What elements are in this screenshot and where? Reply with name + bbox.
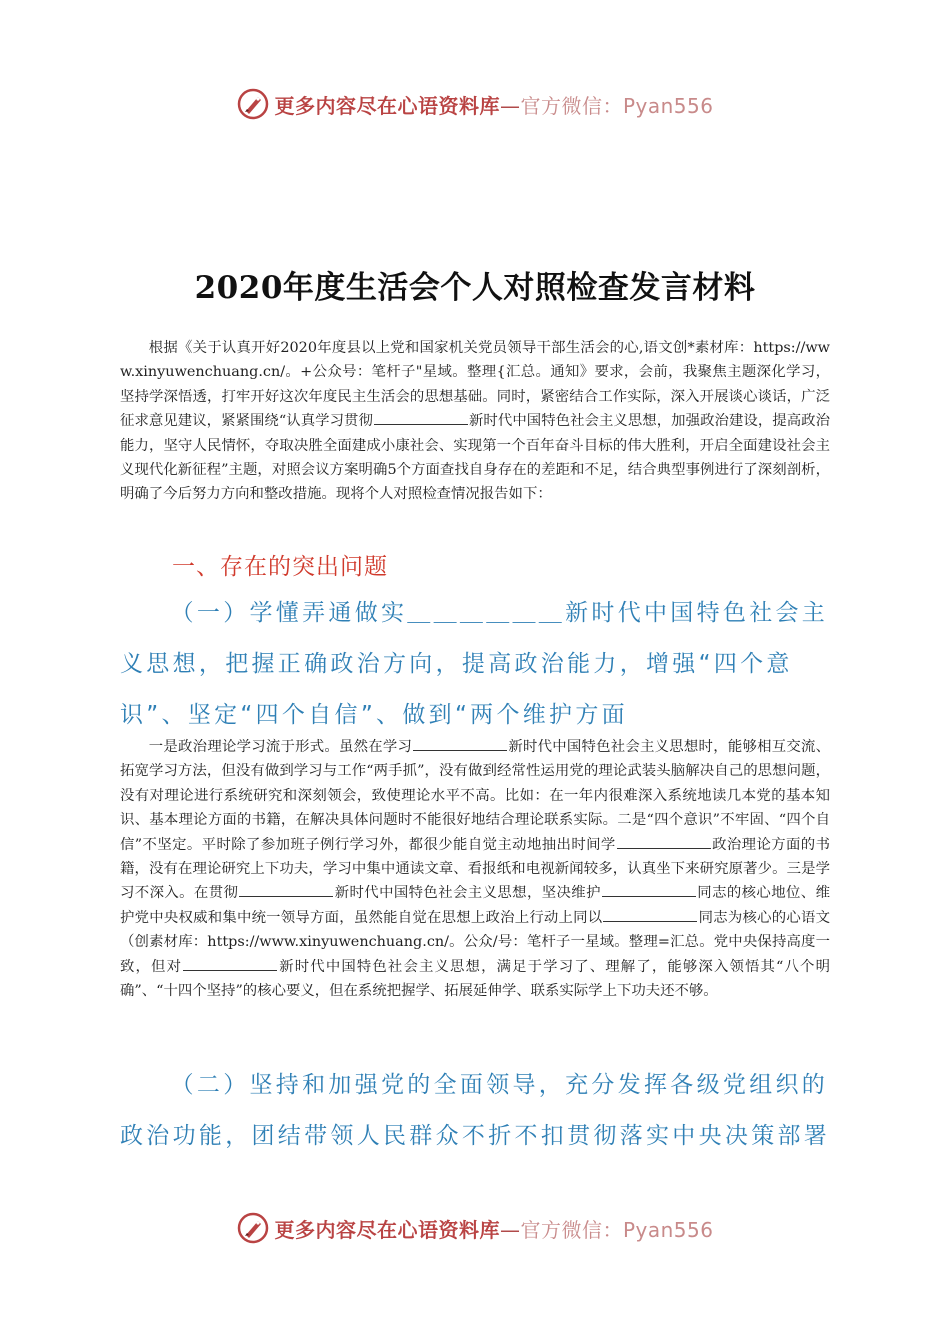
body-text-e: 同志的核心地位、维护党中央权威和集中统一领导方面，虽然能自觉在思想上政治上行动上同以: [120, 885, 830, 926]
subheading-1-text-a: （一）学懂弄通做实: [170, 600, 408, 626]
body-text-a: 一是政治理论学习流于形式。虽然在学习: [148, 739, 413, 755]
intro-text-a: 根据《关于认真开好2020年度县以上党和国家机关党员领导干部生活会的心,语文创*素材库：https://www.xinyuwenchuang.cn/。+公众号：笔杆子"星域。整理{汇总。通知》要求，会前，我聚焦主题深化学习，坚持学深悟透，打牢开好这次年度民主生活会的思想基础。同时，紧密结合工作实际，深入开展谈心谈话，广泛征求意见建议，紧紧围绕“认真学习贯彻: [120, 340, 830, 430]
fill-blank: [183, 956, 277, 971]
body-text-c: 政治理论方面的书籍，没有在理论研究上下功夫，学习中集中通读文章、看报纸和电视新闻较多，认真坐下来研究原著少。三是学习不深入。在贯彻: [120, 836, 830, 902]
subheading-1: [120, 588, 832, 741]
fill-blank: [617, 834, 711, 849]
body-text-d: 新时代中国特色社会主义思想，坚决维护: [334, 885, 601, 902]
body-text-f: 同志为核心的心语文（创素材库：https://www.xinyuwenchuang.cn/。公众/号：笔杆子一星域。整理=汇总。党中央保持高度一致，但对: [120, 909, 830, 975]
pen-nib-logo-icon: [236, 1211, 270, 1245]
section-heading: 一、存在的突出问题: [172, 554, 388, 580]
banner-contact: 官方微信：Pyan556: [520, 1217, 714, 1242]
banner-brand: 更多内容尽在心语资料库: [274, 1217, 500, 1242]
fill-blank: [239, 882, 333, 897]
banner-text: [274, 1214, 713, 1243]
banner-text: [274, 90, 713, 119]
banner-brand: 更多内容尽在心语资料库: [274, 93, 500, 118]
document-title: 2020年度生活会个人对照检查发言材料: [194, 270, 756, 306]
fill-blank: [374, 410, 468, 425]
subheading-2: （二）坚持和加强党的全面领导，充分发挥各级党组织的政治功能，团结带领人民群众不折不扣贯彻落实中央决策部署: [120, 1072, 831, 1149]
header-banner: [0, 82, 950, 126]
body-text-b: 新时代中国特色社会主义思想时，能够相互交流、拓宽学习方法，但没有做到学习与工作“两手抓”，没有做到经常性运用党的理论武装头脑解决自己的思想问题，没有对理论进行系统研究和深刻领会，致使理论水平不高。比如：在一年内很难深入系统地读几本党的基本知识、基本理论方面的书籍，在解决具体问题时不能很好地结合理论联系实际。二是“四个意识”不牢固、“四个自信”不坚定。平时除了参加班子例行学习外，都很少能自觉主动地抽出时间学: [120, 739, 830, 853]
body-paragraph: [120, 735, 830, 1003]
banner-separator: —: [499, 1217, 521, 1242]
fill-blank: [603, 907, 697, 922]
banner-separator: —: [499, 93, 521, 118]
subheading-1-text-b: 新时代中国特色社会主义思想，把握正确政治方向，提高政治能力，增强“四个意识”、坚定“四个自信”、做到“两个维护方面: [120, 600, 829, 728]
footer-banner: [0, 1206, 950, 1250]
fill-blank: [602, 882, 696, 897]
banner-contact: 官方微信：Pyan556: [520, 93, 714, 118]
intro-text-b: 新时代中国特色社会主义思想，加强政治建设，提高政治能力，坚守人民情怀，夺取决胜全面建成小康社会、实现第一个百年奋斗目标的伟大胜利，开启全面建设社会主义现代化新征程”主题，对照会议方案明确5个方面查找自身存在的差距和不足，结合典型事例进行了深刻剖析，明确了今后努力方向和整改措施。现将个人对照检查情况报告如下：: [120, 413, 830, 503]
intro-paragraph: [120, 336, 830, 507]
pen-nib-logo-icon: [236, 87, 270, 121]
body-text-g: 新时代中国特色社会主义思想，满足于学习了、理解了，能够深入领悟其“八个明确”、“十四个坚持”的核心要义，但在系统把握学、拓展延伸学、联系实际学上下功夫还不够。: [120, 958, 830, 1000]
fill-blank: [413, 736, 507, 751]
subheading-1-blank: ＿＿＿＿＿＿: [407, 600, 566, 626]
